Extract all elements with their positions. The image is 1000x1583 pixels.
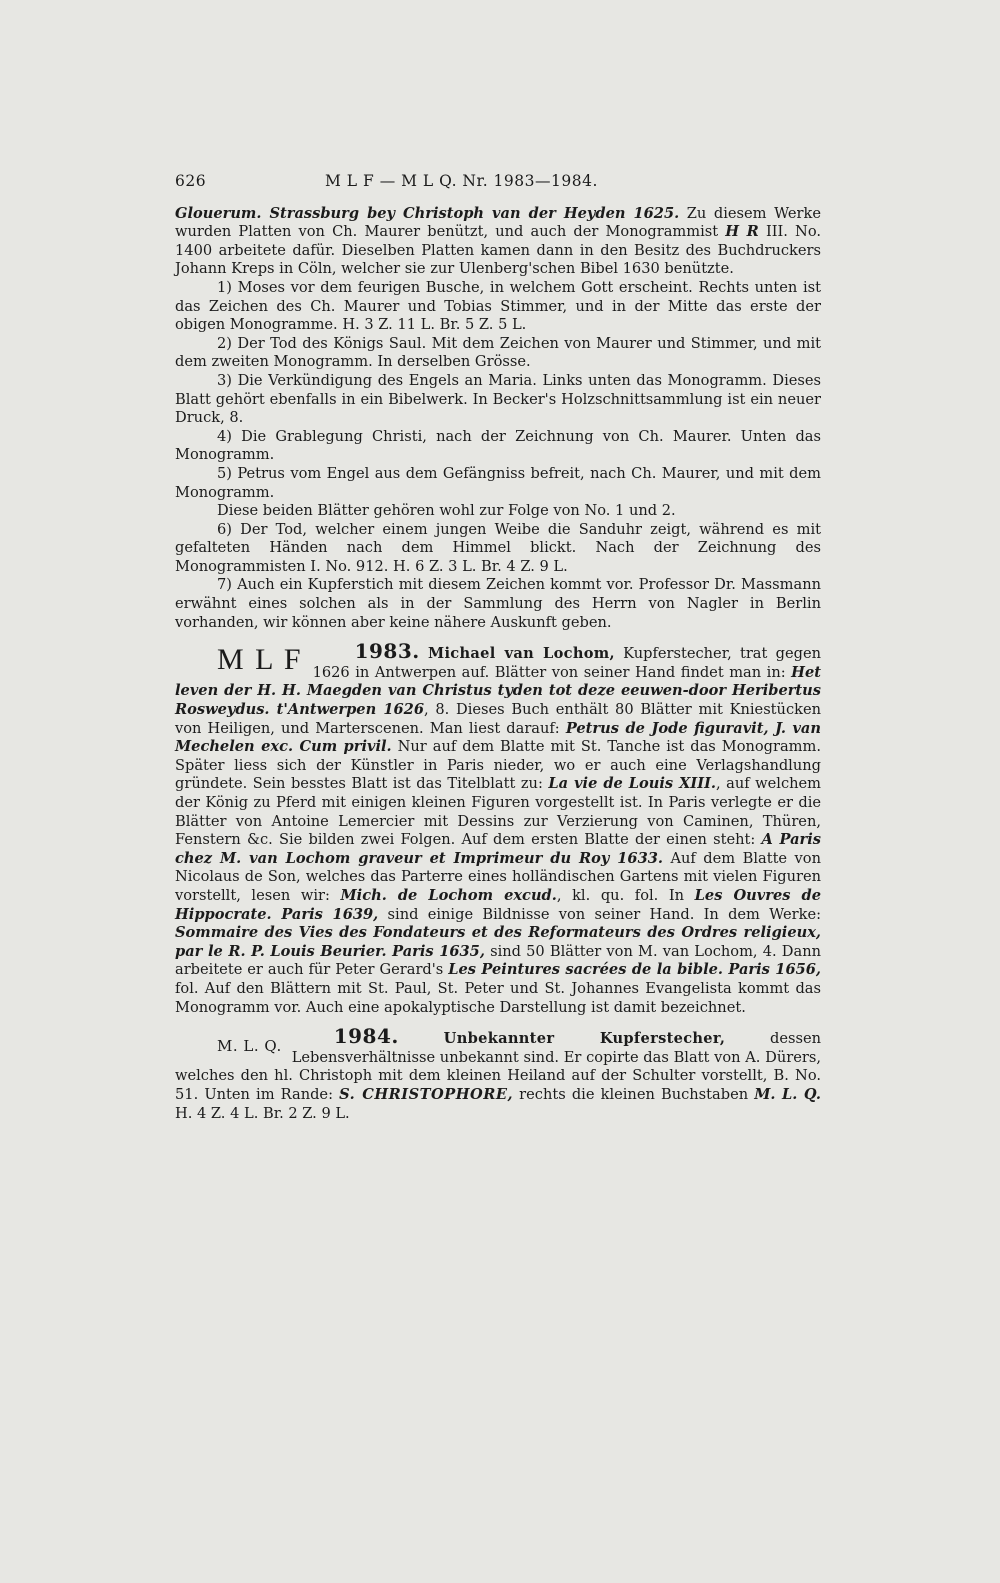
text-run: sind 50 Blätter von M. van Lochom, 4. Dann arbeitete er auch für Peter Gerard's [175,942,821,979]
text-run: Kupferstecher, trat gegen 1626 in Antwerpen auf. Blätter von seiner Hand findet man in: [312,645,821,681]
running-head [175,172,821,191]
text-run: sind einige Bildnisse von seiner Hand. In dem Werke: [378,905,822,923]
item-2: 2) Der Tod des Königs Saul. Mit dem Zeichen von Maurer und Stimmer, und mit dem zweiten Monogramm. In derselben Grösse. [175,334,821,371]
italic-inscription: Petrus de Jode figuravit, J. van Mechelen exc. Cum privil. [175,719,821,756]
entry-1984 [175,1024,822,1123]
text-run: , kl. qu. fol. In [556,886,695,904]
italic-monogram: M. L. Q. [754,1085,821,1103]
item-1: 1) Moses vor dem feurigen Busche, in welchem Gott erscheint. Rechts unten ist das Zeichen des Ch. Maurer und Tobias Stimmer, und in der Mitte das erste der obigen Monogramme. H. 3 Z. 11 L. Br. 5 Z. 5 L. [175,278,821,334]
italic-title: Les Peintures sacrées de la bible. Paris 1656, [448,961,821,979]
item-6: 6) Der Tod, welcher einem jungen Weibe die Sanduhr zeigt, während es mit gefalteten Händen nach dem Himmel blickt. Nach der Zeichnung des Monogrammisten I. No. 912. H. 6 Z. 3 L. Br. 4 Z. 9 L. [175,520,821,575]
text-run: dessen Lebensverhältnisse unbekannt sind. Er copirte das Blatt von A. Dürers, welches den hl. Christoph mit dem kleinen Heiland auf der Schulter vorstellt, B. No. 51. Unten im Rande: [175,1030,822,1103]
text-run: III. No. 1400 arbeitete dafür. Dieselben Platten kamen dann in den Besitz des Buchdruckers Johann Kreps in Cöln, welcher sie zur Ulenberg'schen Bibel 1630 benützte. [175,223,822,278]
text-run: Zu diesem Werke wurden Platten von Ch. Maurer benützt, und auch der Monogrammist [175,204,821,241]
item-3: 3) Die Verkündigung des Engels an Maria. Links unten das Monogramm. Dieses Blatt gehört ebenfalls in ein Bibelwerk. In Becker's Holzschnittsammlung ist ein neuer Druck, 8. [175,371,821,427]
italic-inscription: S. CHRISTOPHORE, [339,1085,514,1103]
running-title: M L F — M L Q. Nr. 1983—1984. [325,172,598,190]
entry-number: 1983. [354,639,420,664]
monogram-mlf: M L F [217,643,303,677]
text-run: rechts die kleinen Buchstaben [513,1085,755,1103]
italic-inscription: A Paris chez M. van Lochom graveur et Imprimeur du Roy 1633. [175,831,821,867]
text-run: Nur auf dem Blatte mit St. Tanche ist das Monogramm. Später liess sich der Künstler in Paris nieder, wo er auch eine Verlagshandlung gründete. Sein besstes Blatt ist das Titelblatt zu: [175,738,821,793]
text-run: fol. Auf den Blättern mit St. Paul, St. Peter und St. Johannes Evangelista kommt das Monogramm vor. Auch eine apokalyptische Darstellung ist damit bezeichnet. [175,979,821,1016]
entry-number: 1984. [333,1024,399,1049]
item-4: 4) Die Grablegung Christi, nach der Zeichnung von Ch. Maurer. Unten das Monogramm. [175,427,821,464]
text-run: , 8. Dieses Buch enthält 80 Blätter mit Kniestücken von Heiligen, und Marterscenen. Man liest darauf: [175,701,821,737]
artist-name: Unbekannter Kupferstecher, [443,1030,726,1048]
italic-title: Les Ouvres de Hippocrate. Paris 1639, [175,886,821,923]
artist-name: Michael van Lochom, [428,645,615,663]
italic-title: Glouerum. Strassburg bey Christoph van der Heyden 1625. [175,204,680,222]
italic-inscription: Mich. de Lochom excud. [340,886,557,904]
page-number: 626 [175,172,207,190]
text-run: , auf welchem der König zu Pferd mit einigen kleinen Figuren vorgestellt ist. In Paris verlegte er die Blätter von Antoine Lemercier mit Dessins zur Verzierung von Caminen, Thüren, Fenstern &c. Sie bilden zwei Folgen. Auf dem ersten Blatte der einen steht: [175,775,821,849]
entry-1983 [175,639,822,1017]
italic-title: Het leven der H. H. Maegden van Christus tyden tot deze eeuwen-door Heribertus Rosweydus. t'Antwerpen 1626 [175,663,821,719]
paragraph-continuation [175,205,821,279]
document-page [175,172,821,1123]
italic-title: Sommaire des Vies des Fondateurs et des Reformateurs des Ordres religieux, par le R. P. Louis Beurier. Paris 1635, [175,924,821,960]
item-7: 7) Auch ein Kupferstich mit diesem Zeichen kommt vor. Professor Dr. Massmann erwähnt eines solchen als in der Sammlung des Herrn von Nagler in Berlin vorhanden, wir können aber keine nähere Auskunft geben. [175,576,821,631]
item-5: 5) Petrus vom Engel aus dem Gefängniss befreit, nach Ch. Maurer, und mit dem Monogramm. [175,464,821,501]
text-run: H. 4 Z. 4 L. Br. 2 Z. 9 L. [175,1104,350,1122]
note-paragraph: Diese beiden Blätter gehören wohl zur Folge von No. 1 und 2. [217,502,676,520]
italic-title: La vie de Louis XIII. [548,775,716,793]
italic-monogram: H R [725,223,759,241]
text-run: Auf dem Blatte von Nicolaus de Son, welches das Parterre eines holländischen Gartens mit vielen Figuren vorstellt, lesen wir: [175,849,821,904]
monogram-mlq: M. L. Q. [217,1037,282,1056]
